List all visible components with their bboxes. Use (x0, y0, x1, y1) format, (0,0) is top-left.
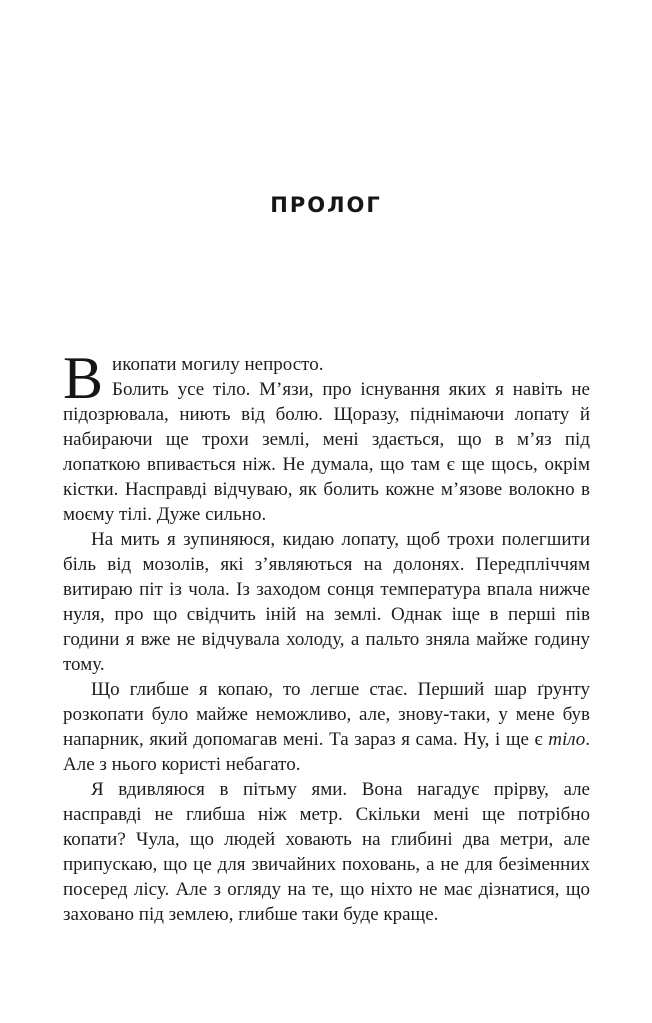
paragraph-3 (63, 677, 590, 777)
paragraph-1-first-line: икопати могилу непросто. (112, 354, 324, 375)
paragraph-1 (63, 345, 590, 527)
page-body (63, 345, 590, 927)
paragraph-3-text-after: . Але з нього користі небагато. (63, 729, 590, 775)
page-title: ПРОЛОГ (270, 193, 382, 217)
paragraph-4: Я вдивляюся в пітьму ями. Вона нагадує прірву, але насправді не глибша ніж метр. Скільки мені ще потрібно копати? Чула, що людей ховають на глибині два метри, але припускаю, що це для звичайних поховань, а не для безіменних посеред лісу. Але з огляду на те, що ніхто не має дізнатися, що заховано під землею, глибше таки буде краще. (63, 779, 590, 925)
paragraph-3-italic-word: тіло (548, 729, 586, 750)
paragraph-3-text-before: Що глибше я копаю, то легше стає. Перший шар ґрунту розкопати було майже неможливо, але, знову-таки, у мене був напарник, який допомагав мені. Та зараз я сама. Ну, і ще є (63, 679, 590, 750)
paragraph-2: На мить я зупиняюся, кидаю лопату, щоб трохи полегшити біль від мозолів, які з’являються на долонях. Передпліччям витираю піт із чола. Із заходом сонця температура впала нижче нуля, про що свідчить іній на землі. Однак іще в перші пів години я вже не відчувала холоду, а пальто зняла майже годину тому. (63, 529, 590, 675)
paragraph-1-text: Болить усе тіло. М’язи, про існування яких я навіть не підозрювала, ниють від болю. Щоразу, піднімаючи лопату й набираючи ще трохи землі, мені здається, що в м’яз під лопаткою впивається ніж. Не думала, що там є ще щось, окрім кістки. Насправді відчуваю, як болить кожне м’язове волокно в моєму тілі. Дуже сильно. (63, 379, 590, 525)
drop-cap: В (63, 345, 104, 411)
